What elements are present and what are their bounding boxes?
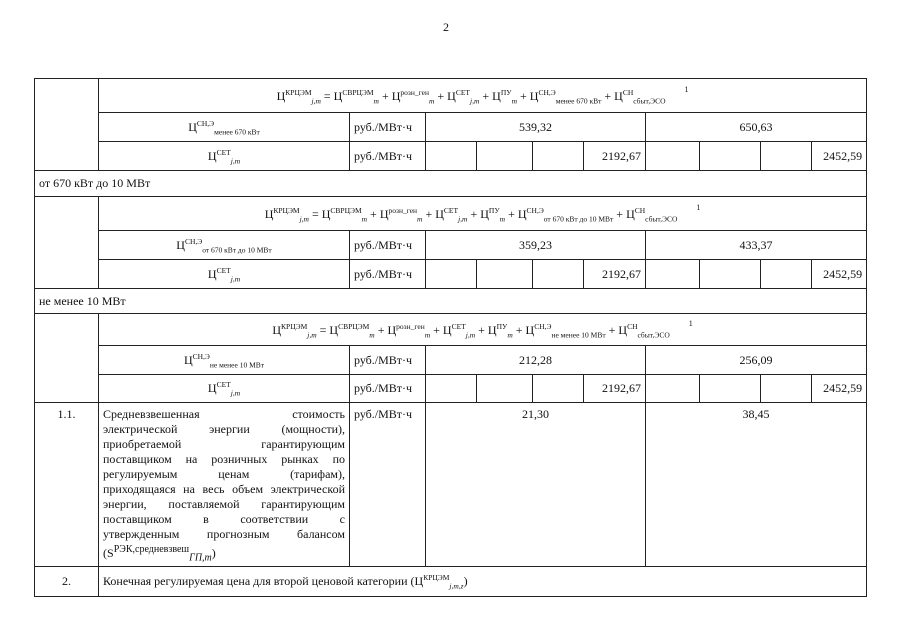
unit-cell: руб./МВт·ч [350,113,426,142]
table-row [35,403,867,567]
unit-cell: руб./МВт·ч [350,375,426,403]
value-cell: 2452,59 [812,375,867,403]
table-row [35,346,867,375]
table-row [35,231,867,260]
value-cell: 212,28 [426,346,646,375]
table-row [35,314,867,346]
row-number: 2. [35,567,99,597]
set-symbol: $Ц^{СЕТ}_{j,m}$ [99,142,350,171]
value-cell: 359,23 [426,231,646,260]
tariff-table [34,78,867,597]
table-row [35,375,867,403]
value-cell: 2192,67 [584,142,646,171]
value-cell: 650,63 [646,113,867,142]
table-row [35,260,867,289]
value-cell: 2192,67 [584,375,646,403]
unit-cell: руб./МВт·ч [350,346,426,375]
table-row [35,197,867,231]
sn-symbol: $Ц^{СН,Э}_{не менее 10 МВт}$ [99,346,350,375]
table-row [35,171,867,197]
value-cell: 21,30 [426,403,646,567]
s-symbol: $(S^{РЭК,средневзвеш}_{ГП,m})$ [103,544,216,564]
table-row [35,79,867,113]
row-description: Конечная регулируемая цена для второй ценовой категории $(Ц^{КРЦЭМ}_{j,m,z})$ [99,567,867,597]
value-cell: 2452,59 [812,260,867,289]
page-number: 2 [443,20,449,34]
unit-cell: руб./МВт·ч [350,403,426,567]
sn-symbol: $Ц^{СН,Э}_{от 670 кВт до 10 МВт}$ [99,231,350,260]
number-cell-empty [35,197,99,289]
value-cell: 256,09 [646,346,867,375]
value-cell: 539,32 [426,113,646,142]
sn-symbol: $Ц^{СН,Э}_{менее 670 кВт}$ [99,113,350,142]
formula-row: $Ц^{КРЦЭМ}_{j,m} = Ц^{СВРЦЭМ}_m + Ц^{розн\_ген}_m + Ц^{СЕТ}_{j,m} + Ц^{ПУ}_m + Ц^{СН,Э}_{от 670 кВт до 10 МВт} + Ц^{СН}_{сбыт,ЭСО}$ $^1$ [99,197,867,231]
formula-row: $Ц^{КРЦЭМ}_{j,m} = Ц^{СВРЦЭМ}_m + Ц^{розн\_ген}_m + Ц^{СЕТ}_{j,m} + Ц^{ПУ}_m + Ц^{СН,Э}_{менее 670 кВт} + Ц^{СН}_{сбыт,ЭСО}$ $^1$ [99,79,867,113]
row-description: Средневзвешенная стоимость электрической энергии (мощности), приобретаемой гарантирующим поставщиком на розничных рынках по регулируемым ценам (тарифам), приходящаяся на весь объем электрической энергии, поставляемой гарантирующим поставщиком в соответствии с утвержденным прогнозным балансом $(S^{РЭК,средневзвеш}_{ГП,m})$ [99,403,350,567]
value-cell: 38,45 [646,403,867,567]
table-row [35,113,867,142]
unit-cell: руб./МВт·ч [350,231,426,260]
table-row [35,567,867,597]
value-cell: 2452,59 [812,142,867,171]
number-cell-empty [35,314,99,403]
section-heading: не менее 10 МВт [35,289,867,314]
set-symbol: $Ц^{СЕТ}_{j,m}$ [99,375,350,403]
set-symbol: $Ц^{СЕТ}_{j,m}$ [99,260,350,289]
formula-row: $Ц^{КРЦЭМ}_{j,m} = Ц^{СВРЦЭМ}_m + Ц^{розн\_ген}_m + Ц^{СЕТ}_{j,m} + Ц^{ПУ}_m + Ц^{СН,Э}_{не менее 10 МВт} + Ц^{СН}_{сбыт,ЭСО}$ $^1$ [99,314,867,346]
row-number: 1.1. [35,403,99,567]
value-cell: 2192,67 [584,260,646,289]
unit-cell: руб./МВт·ч [350,142,426,171]
unit-cell: руб./МВт·ч [350,260,426,289]
table-row [35,289,867,314]
number-cell-empty [35,79,99,171]
value-cell: 433,37 [646,231,867,260]
table-row [35,142,867,171]
section-heading: от 670 кВт до 10 МВт [35,171,867,197]
